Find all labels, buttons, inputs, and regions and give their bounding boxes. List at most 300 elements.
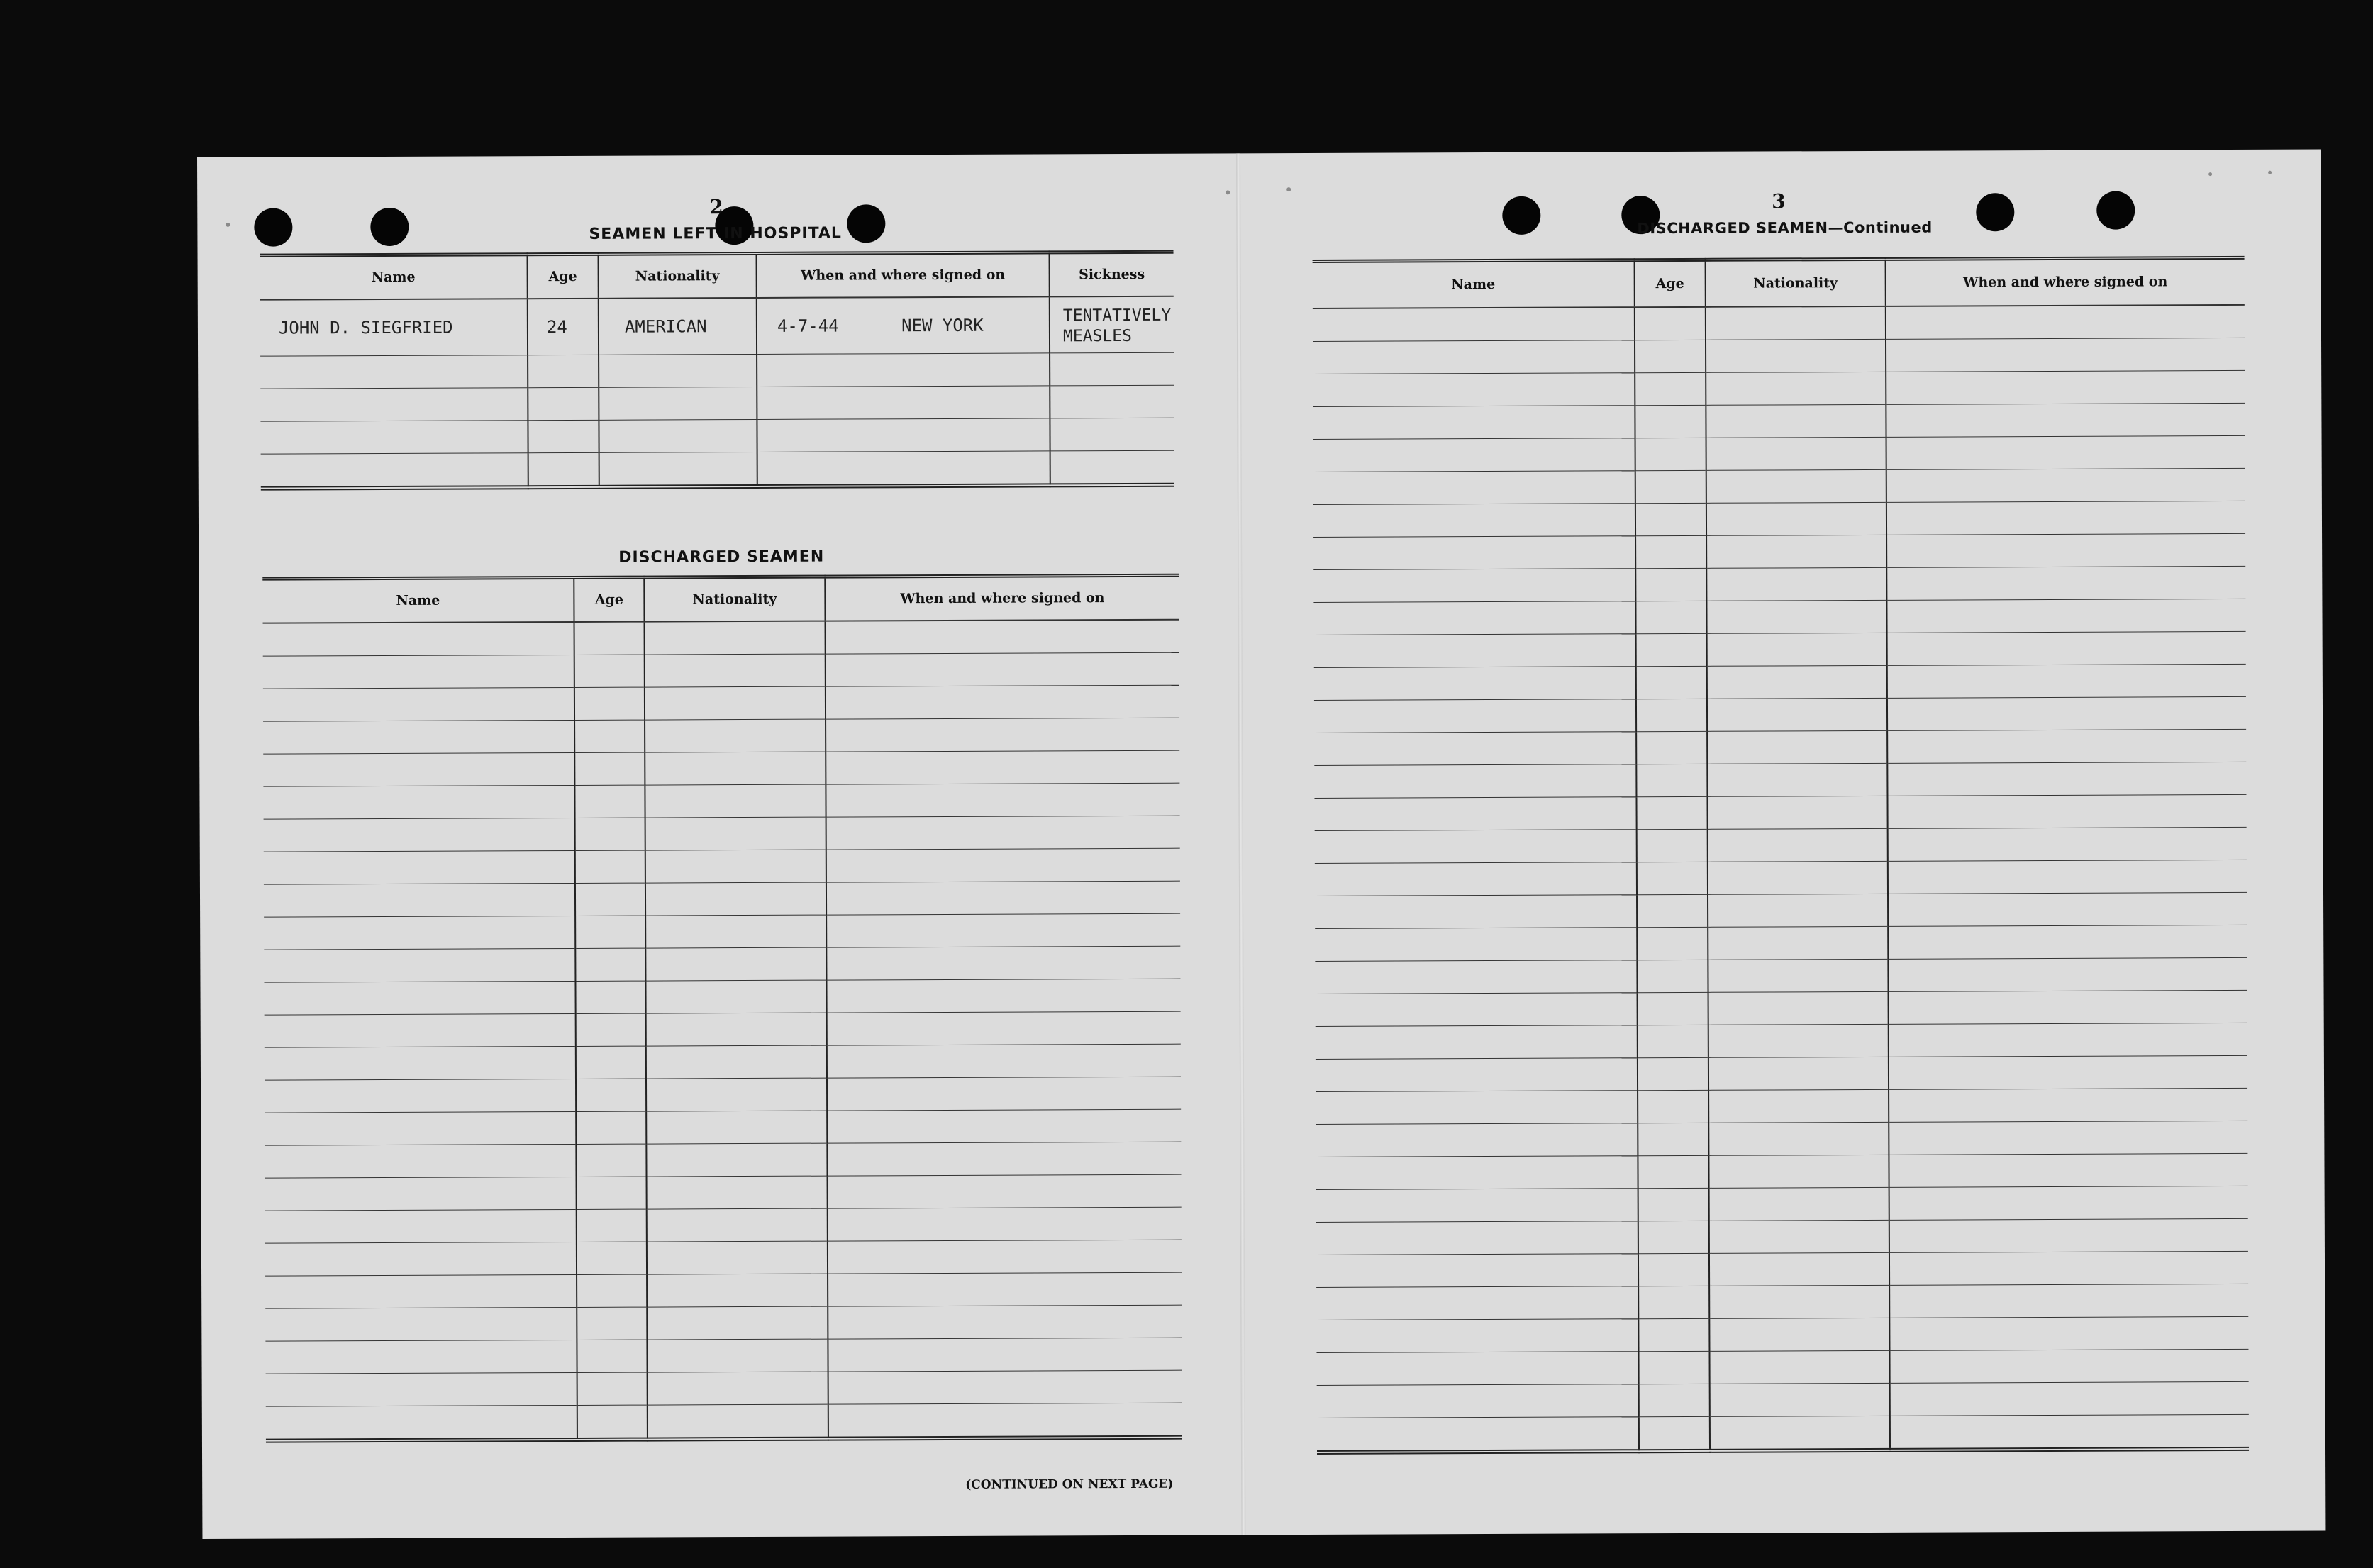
blank-cell <box>1636 764 1707 796</box>
blank-cell <box>1706 306 1886 339</box>
blank-cell <box>1638 1351 1709 1384</box>
table-row <box>1314 762 2246 798</box>
blank-cell <box>1635 503 1706 535</box>
blank-cell <box>575 981 645 1013</box>
table-row <box>260 385 1174 421</box>
blank-cell <box>265 1111 576 1145</box>
blank-cell <box>1888 860 2247 894</box>
col-header-age: Age <box>574 577 644 621</box>
blank-cell <box>828 1403 1182 1438</box>
blank-cell <box>1886 435 2245 469</box>
blank-cell <box>1316 1253 1638 1287</box>
blank-cell <box>1638 1318 1709 1351</box>
blank-cell <box>1710 1383 1890 1416</box>
blank-cell <box>828 1207 1182 1241</box>
blank-cell <box>1890 1381 2249 1416</box>
blank-cell <box>1315 894 1637 928</box>
blank-cell <box>1708 828 1888 862</box>
blank-cell <box>1708 1122 1889 1155</box>
table-row <box>263 718 1179 754</box>
blank-cell <box>1636 796 1707 829</box>
blank-cell <box>1316 1057 1638 1091</box>
blank-cell <box>1635 568 1706 601</box>
blank-cell <box>265 1209 577 1243</box>
blank-cell <box>574 655 645 687</box>
blank-cell <box>1707 796 1887 829</box>
blank-cell <box>645 654 826 687</box>
blank-cell <box>646 1143 827 1177</box>
table-row <box>1316 1088 2247 1124</box>
blank-cell <box>826 652 1179 686</box>
blank-cell <box>1887 696 2246 730</box>
blank-cell <box>828 1174 1182 1208</box>
blank-cell <box>1313 535 1635 569</box>
table-row <box>265 1044 1181 1080</box>
signed-on-date: 4-7-44 <box>777 316 839 336</box>
blank-cell <box>1886 566 2245 600</box>
blank-cell <box>1886 501 2245 535</box>
blank-cell <box>1636 699 1707 731</box>
blank-cell <box>1639 1384 1710 1416</box>
blank-cell <box>1313 503 1635 537</box>
blank-cell <box>263 621 574 655</box>
blank-cell <box>826 881 1180 915</box>
blank-cell <box>828 1370 1182 1404</box>
blank-cell <box>575 948 645 981</box>
blank-cell <box>827 1142 1181 1176</box>
table-row <box>260 352 1174 389</box>
table-row <box>264 848 1180 884</box>
col-header-signed-on: When and where signed on <box>825 575 1179 621</box>
table-row <box>260 418 1174 454</box>
blank-cell <box>1708 894 1888 927</box>
blank-cell <box>1316 1025 1638 1059</box>
hospital-section-title: SEAMEN LEFT IN HOSPITAL <box>589 224 842 243</box>
col-header-age: Age <box>528 254 599 298</box>
blank-cell <box>1709 1350 1889 1384</box>
blank-cell <box>1638 1025 1708 1057</box>
blank-cell <box>1708 959 1888 992</box>
blank-cell <box>1889 1218 2248 1252</box>
blank-cell <box>647 1274 828 1307</box>
discharged-continued-table <box>1313 256 2249 1455</box>
table-row <box>263 619 1179 655</box>
discharged-continued-title: DISCHARGED SEAMEN—Continued <box>1637 218 1933 238</box>
table-row <box>265 1338 1182 1374</box>
blank-cell <box>1886 304 2245 338</box>
blank-cell <box>1889 1316 2248 1350</box>
blank-cell <box>1635 372 1706 405</box>
blank-cell <box>646 1045 827 1079</box>
paper-speck <box>226 223 230 227</box>
table-row <box>1316 1153 2247 1189</box>
blank-cell <box>1706 502 1886 535</box>
table-row <box>1313 338 2245 374</box>
blank-cell <box>1313 470 1635 504</box>
blank-cell <box>1706 372 1886 405</box>
blank-cell <box>826 816 1180 850</box>
blank-cell <box>1890 1414 2249 1450</box>
table-row <box>1313 533 2245 569</box>
blank-cell <box>574 720 645 752</box>
blank-cell <box>1637 960 1708 992</box>
blank-cell <box>827 1011 1181 1045</box>
table-row <box>265 1207 1182 1243</box>
blank-cell <box>1637 862 1708 894</box>
table-row <box>1316 1316 2248 1352</box>
seaman-sickness: TENTATIVELY MEASLES <box>1050 296 1174 352</box>
table-row <box>1314 696 2246 733</box>
page-number-left: 2 <box>709 195 723 219</box>
table-row <box>1316 1121 2247 1157</box>
table-row <box>1313 599 2245 635</box>
blank-cell <box>1708 861 1888 894</box>
table-row <box>1313 304 2245 341</box>
blank-cell <box>1889 1284 2248 1318</box>
blank-cell <box>1313 340 1635 374</box>
blank-cell <box>1889 990 2247 1024</box>
blank-cell <box>1708 926 1888 960</box>
blank-cell <box>1313 405 1635 439</box>
blank-cell <box>1707 730 1887 764</box>
blank-cell <box>263 687 574 721</box>
blank-cell <box>577 1405 648 1440</box>
blank-cell <box>1317 1416 1639 1452</box>
table-row <box>263 685 1179 721</box>
blank-cell <box>828 1305 1182 1339</box>
page-number-right: 3 <box>1772 189 1786 213</box>
blank-cell <box>263 752 574 786</box>
blank-cell <box>1889 1186 2248 1220</box>
table-row <box>1316 1218 2248 1255</box>
blank-cell <box>1706 339 1886 372</box>
blank-cell <box>1315 927 1637 961</box>
blank-cell <box>1638 992 1708 1025</box>
blank-cell <box>1886 599 2245 633</box>
blank-cell <box>577 1242 647 1274</box>
blank-cell <box>1706 404 1886 438</box>
blank-cell <box>1889 1023 2247 1057</box>
ledger-sheet <box>197 150 2325 1539</box>
table-row <box>263 783 1179 819</box>
blank-cell <box>1886 403 2245 437</box>
seaman-nationality: AMERICAN <box>599 297 757 354</box>
blank-cell <box>1636 731 1707 764</box>
blank-cell <box>1707 633 1887 666</box>
blank-cell <box>1635 535 1706 568</box>
blank-cell <box>1316 1123 1638 1157</box>
blank-cell <box>645 686 826 720</box>
blank-cell <box>574 785 645 818</box>
blank-cell <box>1635 340 1706 372</box>
blank-cell <box>1638 1155 1708 1188</box>
blank-cell <box>574 752 645 785</box>
col-header-name: Name <box>260 255 528 299</box>
blank-cell <box>1638 1253 1709 1286</box>
table-row <box>1316 1349 2248 1385</box>
blank-cell <box>1889 1251 2248 1285</box>
table-row <box>265 1174 1182 1211</box>
table-row <box>1316 1251 2248 1287</box>
blank-cell <box>1638 1057 1708 1090</box>
blank-cell <box>1635 438 1706 470</box>
blank-cell <box>826 718 1179 752</box>
blank-cell <box>1637 927 1708 960</box>
blank-cell <box>1887 729 2246 763</box>
table-row <box>1313 370 2245 406</box>
blank-cell <box>1313 601 1635 635</box>
blank-cell <box>1886 338 2245 372</box>
blank-cell <box>1639 1416 1710 1451</box>
blank-cell <box>1708 1155 1889 1188</box>
table-row <box>264 946 1180 982</box>
blank-cell <box>577 1177 647 1209</box>
blank-cell <box>1317 1384 1639 1418</box>
blank-cell <box>1638 1123 1708 1155</box>
blank-cell <box>827 1077 1181 1111</box>
blank-cell <box>577 1209 647 1242</box>
blank-cell <box>827 1044 1181 1078</box>
blank-cell <box>826 685 1179 719</box>
blank-cell <box>1708 1089 1889 1123</box>
blank-cell <box>1316 1318 1638 1352</box>
blank-cell <box>1635 405 1706 438</box>
table-row <box>264 913 1180 950</box>
blank-cell <box>1706 567 1886 601</box>
table-row <box>265 1142 1181 1178</box>
blank-cell <box>645 621 826 654</box>
table-row <box>1317 1381 2249 1418</box>
col-header-name: Name <box>262 577 574 623</box>
blank-cell <box>1709 1285 1889 1318</box>
col-header-nationality: Nationality <box>599 253 757 298</box>
blank-cell <box>1313 568 1635 602</box>
blank-cell <box>265 1274 577 1308</box>
seaman-signed-on <box>757 296 1050 354</box>
blank-cell <box>264 916 575 950</box>
blank-cell <box>826 783 1179 817</box>
blank-cell <box>647 1241 828 1274</box>
blank-cell <box>265 1340 577 1374</box>
blank-cell <box>1313 438 1635 472</box>
col-header-nationality: Nationality <box>644 577 825 621</box>
blank-cell <box>645 850 826 883</box>
blank-cell <box>828 1240 1182 1274</box>
blank-cell <box>826 913 1180 947</box>
table-row <box>1315 957 2247 994</box>
blank-cell <box>1710 1416 1890 1450</box>
table-row <box>1313 468 2245 504</box>
paper-speck <box>2208 172 2212 176</box>
blank-cell <box>1886 370 2245 404</box>
blank-cell <box>1637 829 1708 862</box>
blank-cell <box>647 1176 828 1209</box>
blank-cell <box>265 1079 576 1113</box>
table-row <box>1316 1186 2248 1222</box>
blank-cell <box>576 1111 646 1144</box>
table-row <box>265 1077 1181 1113</box>
table-row <box>1313 566 2245 602</box>
hospital-table <box>260 250 1174 490</box>
punch-hole <box>370 208 409 246</box>
col-header-nationality: Nationality <box>1706 259 1886 306</box>
blank-cell <box>645 882 826 916</box>
seaman-age: 24 <box>528 298 599 355</box>
blank-cell <box>1314 666 1636 700</box>
punch-hole <box>1976 193 2014 231</box>
blank-cell <box>575 818 645 850</box>
table-row <box>1315 860 2247 896</box>
blank-cell <box>266 1372 577 1406</box>
table-row <box>260 296 1174 355</box>
table-row <box>266 1370 1182 1406</box>
table-row <box>1317 1414 2249 1452</box>
blank-cell <box>1887 664 2246 698</box>
table-row <box>1313 435 2245 472</box>
paper-speck <box>1286 187 1291 191</box>
blank-cell <box>1315 960 1637 994</box>
blank-cell <box>264 948 575 982</box>
blank-cell <box>1706 437 1886 470</box>
blank-cell <box>645 980 826 1013</box>
blank-cell <box>265 1046 576 1080</box>
blank-cell <box>1707 698 1887 731</box>
blank-cell <box>1316 1188 1638 1222</box>
blank-cell <box>1889 1153 2247 1187</box>
blank-cell <box>574 621 645 655</box>
blank-cell <box>648 1372 828 1405</box>
table-row <box>1314 729 2246 765</box>
blank-cell <box>647 1306 828 1340</box>
blank-cell <box>1636 633 1707 666</box>
blank-cell <box>1889 1088 2247 1122</box>
blank-cell <box>646 1013 827 1046</box>
blank-cell <box>1889 1121 2247 1155</box>
blank-cell <box>575 883 645 916</box>
table-row <box>263 652 1179 689</box>
blank-cell <box>1315 829 1637 863</box>
blank-cell <box>826 848 1180 882</box>
blank-cell <box>645 947 826 981</box>
blank-cell <box>576 1144 646 1177</box>
blank-cell <box>645 817 826 850</box>
blank-cell <box>576 1046 646 1079</box>
blank-cell <box>264 850 575 884</box>
blank-cell <box>577 1274 647 1307</box>
blank-cell <box>1707 763 1887 796</box>
blank-cell <box>646 1111 827 1144</box>
blank-cell <box>1888 827 2247 861</box>
blank-cell <box>1887 762 2246 796</box>
blank-cell <box>645 784 826 818</box>
blank-cell <box>1638 1090 1708 1123</box>
blank-cell <box>1316 1221 1638 1255</box>
table-row <box>1313 501 2245 537</box>
table-row <box>1315 892 2247 928</box>
table-row <box>1316 1023 2247 1059</box>
table-row <box>264 881 1180 917</box>
punch-hole <box>847 204 885 243</box>
blank-cell <box>1887 794 2246 828</box>
blank-cell <box>647 1208 828 1242</box>
blank-cell <box>1707 665 1887 699</box>
blank-cell <box>1887 631 2246 665</box>
blank-cell <box>266 1405 577 1440</box>
blank-cell <box>1708 991 1889 1025</box>
table-row <box>265 1240 1182 1276</box>
col-header-age: Age <box>1635 260 1706 306</box>
blank-cell <box>263 785 574 819</box>
col-header-name: Name <box>1313 260 1635 308</box>
blank-cell <box>1709 1220 1889 1253</box>
table-row <box>1313 403 2245 439</box>
blank-cell <box>645 915 826 948</box>
blank-cell <box>1708 1024 1889 1057</box>
blank-cell <box>1706 535 1886 568</box>
table-row <box>265 1305 1182 1341</box>
blank-cell <box>1888 892 2247 926</box>
table-row <box>265 1272 1182 1308</box>
blank-cell <box>263 655 574 689</box>
blank-cell <box>1638 1188 1709 1221</box>
table-row <box>1314 794 2246 830</box>
blank-cell <box>577 1340 647 1372</box>
blank-cell <box>1313 307 1635 341</box>
blank-cell <box>645 719 826 752</box>
col-header-signed-on: When and where signed on <box>1886 257 2245 306</box>
blank-cell <box>575 850 645 883</box>
table-row <box>266 1403 1182 1440</box>
blank-cell <box>1706 600 1886 633</box>
punch-hole <box>2096 191 2135 230</box>
discharged-table <box>262 574 1182 1442</box>
blank-cell <box>265 1177 577 1211</box>
punch-hole <box>1502 196 1540 235</box>
blank-cell <box>1638 1221 1709 1253</box>
blank-cell <box>1709 1252 1889 1286</box>
blank-cell <box>1889 1349 2248 1383</box>
continued-footer: (CONTINUED ON NEXT PAGE) <box>965 1477 1174 1492</box>
table-row <box>265 1109 1181 1145</box>
blank-cell <box>1708 1057 1889 1090</box>
blank-cell <box>1635 601 1706 633</box>
table-row <box>1315 827 2247 863</box>
blank-cell <box>264 818 575 852</box>
table-row <box>264 979 1180 1015</box>
table-row <box>264 816 1180 852</box>
blank-cell <box>826 979 1180 1013</box>
blank-cell <box>1886 533 2245 567</box>
blank-cell <box>576 1013 646 1046</box>
blank-cell <box>1316 1155 1638 1189</box>
paper-speck <box>1226 190 1230 194</box>
blank-cell <box>1315 862 1637 896</box>
table-row <box>265 1011 1181 1047</box>
paper-speck <box>2268 171 2272 174</box>
blank-cell <box>575 916 645 948</box>
blank-cell <box>1314 764 1636 798</box>
blank-cell <box>1636 666 1707 699</box>
blank-cell <box>826 750 1179 784</box>
table-row <box>1315 925 2247 961</box>
blank-cell <box>827 1109 1181 1143</box>
blank-cell <box>264 981 575 1015</box>
blank-cell <box>1709 1187 1889 1221</box>
blank-cell <box>1886 468 2245 502</box>
blank-cell <box>1635 306 1706 340</box>
table-row <box>263 750 1179 786</box>
blank-cell <box>1314 699 1636 733</box>
